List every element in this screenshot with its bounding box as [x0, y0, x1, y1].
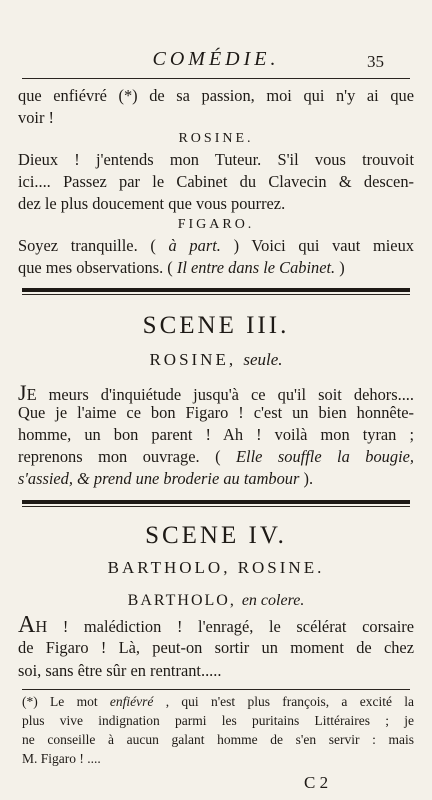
text-line: Que je l'aime ce bon Figaro ! c'est un bien honnête-	[18, 403, 414, 422]
text-line: soi, sans être sûr en rentrant.....	[18, 661, 222, 680]
text-line: ici.... Passez par le Cabinet du Clavecin & descen-	[18, 172, 414, 191]
text-line: reprenons mon ouvrage. ( Elle souffle la bougie,	[18, 447, 414, 466]
running-title: COMÉDIE.	[152, 48, 280, 70]
speaker-bartholo: BARTHOLO, en colere.	[127, 592, 305, 609]
scene-characters: ROSINE, seule.	[149, 350, 283, 369]
ornament-rule	[22, 500, 410, 504]
ornament-rule-thin	[22, 294, 410, 295]
text-line: Soyez tranquille. ( à part. ) Voici qui vaut mieux	[18, 236, 414, 255]
scene-heading: SCENE III.	[142, 312, 290, 339]
footnote-line: plus vive indignation parmi les puritains Littéraires ; je	[22, 713, 414, 728]
speaker-figaro: FIGARO.	[177, 217, 255, 232]
text-line: s'assied, & prend une broderie au tambour ).	[18, 469, 314, 488]
scene-characters: BARTHOLO, ROSINE.	[107, 558, 325, 577]
text-line: de Figaro ! Là, peut-on sortir un moment de chez	[18, 638, 414, 657]
text-line: AH ! malédiction ! l'enragé, le scélérat corsaire	[18, 612, 414, 638]
text-line: homme, un bon parent ! Ah ! voilà mon tyran ;	[18, 425, 414, 444]
text-line: Dieux ! j'entends mon Tuteur. S'il vous trouvoit	[18, 150, 414, 169]
ornament-rule-thin	[22, 506, 410, 507]
signature-mark: C 2	[304, 773, 329, 792]
footnote-rule	[22, 689, 410, 690]
text-line: voir !	[18, 108, 54, 127]
text-line: que enfiévré (*) de sa passion, moi qui n'y ai que	[18, 86, 414, 105]
scene-heading: SCENE IV.	[145, 522, 287, 549]
text-line: JE meurs d'inquiétude jusqu'à ce qu'il soit dehors....	[18, 380, 414, 405]
footnote-line: (*) Le mot enfiévré , qui n'est plus françois, a excité la	[22, 694, 415, 709]
footnote-line: ne conseille à aucun galant homme de s'en servir : mais	[22, 732, 414, 747]
ornament-rule	[22, 288, 410, 292]
text-line: dez le plus doucement que vous pourrez.	[18, 194, 286, 213]
text-line: que mes observations. ( Il entre dans le Cabinet. )	[18, 258, 345, 277]
page-number: 35	[367, 52, 384, 71]
header-rule	[22, 78, 410, 79]
footnote-line: M. Figaro ! ....	[22, 751, 101, 766]
speaker-rosine: ROSINE.	[178, 131, 254, 146]
